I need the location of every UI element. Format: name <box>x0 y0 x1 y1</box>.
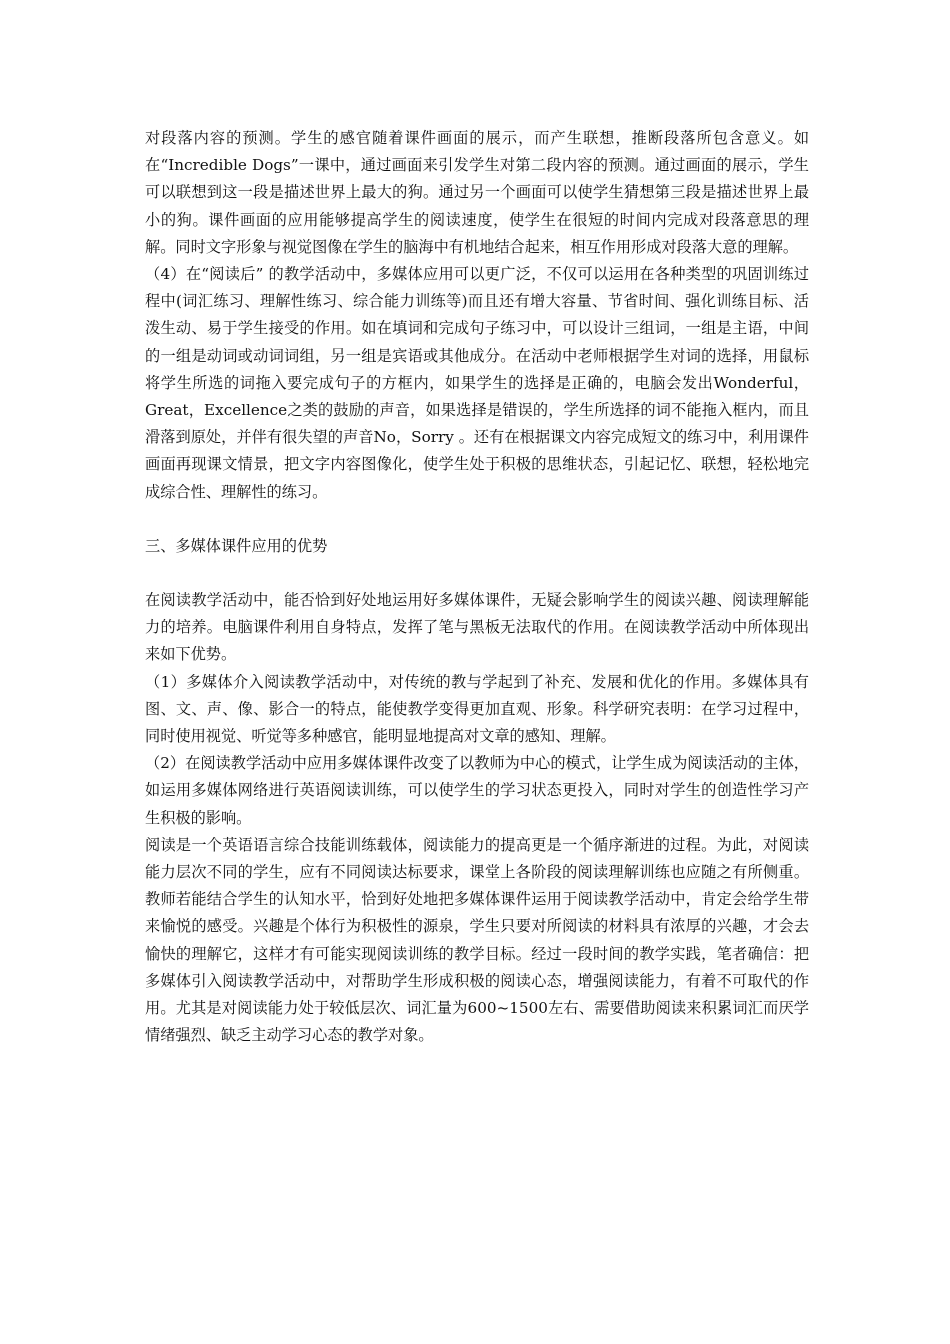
paragraph-after-reading: （4）在“阅读后” 的教学活动中，多媒体应用可以更广泛，不仅可以运用在各种类型的巩固训练过程中(词汇练习、理解性练习、综合能力训练等)而且还有增大容量、节省时间、强化训练目标、活泼生动、易于学生接受的作用。如在填词和完成句子练习中，可以设计三组词，一组是主语，中间的一组是动词或动词词组，另一组是宾语或其他成分。在活动中老师根据学生对词的选择，用鼠标将学生所选的词拖入要完成句子的方框内，如果学生的选择是正确的，电脑会发出Wonderful，Great，Excellence之类的鼓励的声音，如果选择是错误的，学生所选择的词不能拖入框内，而且滑落到原处，并伴有很失望的声音No，Sorry 。还有在根据课文内容完成短文的练习中，利用课件画面再现课文情景，把文字内容图像化，使学生处于积极的思维状态，引起记忆、联想，轻松地完成综合性、理解性的练习。 <box>145 265 809 501</box>
paragraph-prediction: 对段落内容的预测。学生的感官随着课件画面的展示，而产生联想，推断段落所包含意义。如在“Incredible Dogs”一课中，通过画面来引发学生对第二段内容的预测。通过画面的展示，学生可以联想到这一段是描述世界上最大的狗。通过另一个画面可以使学生猜想第三段是描述世界上最小的狗。课件画面的应用能够提高学生的阅读速度，使学生在很短的时间内完成对段落意思的理解。同时文字形象与视觉图像在学生的脑海中有机地结合起来，相互作用形成对段落大意的理解。 <box>145 129 809 256</box>
paragraph-intro: 在阅读教学活动中，能否恰到好处地运用好多媒体课件，无疑会影响学生的阅读兴趣、阅读理解能力的培养。电脑课件利用自身特点，发挥了笔与黑板无法取代的作用。在阅读教学活动中所体现出来如下优势。 <box>145 591 809 664</box>
paragraph-conclusion: 阅读是一个英语语言综合技能训练载体，阅读能力的提高更是一个循序渐进的过程。为此，对阅读能力层次不同的学生，应有不同阅读达标要求，课堂上各阶段的阅读理解训练也应随之有所侧重。教师若能结合学生的认知水平，恰到好处地把多媒体课件运用于阅读教学活动中，肯定会给学生带来愉悦的感受。兴趣是个体行为积极性的源泉，学生只要对所阅读的材料具有浓厚的兴趣，才会去愉快的理解它，这样才有可能实现阅读训练的教学目标。经过一段时间的教学实践，笔者确信：把多媒体引入阅读教学活动中，对帮助学生形成积极的阅读心态，增强阅读能力，有着不可取代的作用。尤其是对阅读能力处于较低层次、词汇量为600~1500左右、需要借助阅读来积累词汇而厌学情绪强烈、缺乏主动学习心态的教学对象。 <box>145 835 809 1045</box>
section-heading: 三、多媒体课件应用的优势 <box>145 536 328 555</box>
paragraph-advantage-2: （2）在阅读教学活动中应用多媒体课件改变了以教师为中心的模式，让学生成为阅读活动的主体，如运用多媒体网络进行英语阅读训练，可以使学生的学习状态更投入，同时对学生的创造性学习产生积极的影响。 <box>145 754 809 827</box>
document-body <box>145 125 809 1050</box>
paragraph-advantage-1: （1）多媒体介入阅读教学活动中，对传统的教与学起到了补充、发展和优化的作用。多媒体具有图、文、声、像、影合一的特点，能使教学变得更加直观、形象。科学研究表明：在学习过程中，同时使用视觉、听觉等多种感官，能明显地提高对文章的感知、理解。 <box>145 672 809 746</box>
